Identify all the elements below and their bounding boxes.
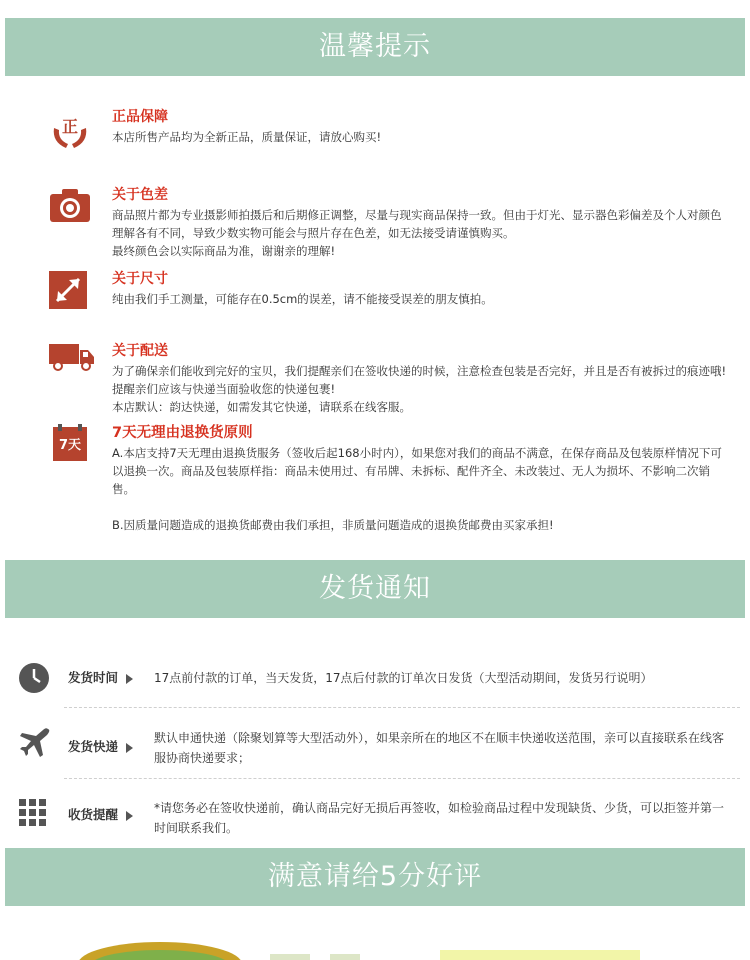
camera-icon [48, 186, 92, 230]
shipping-label: 发货时间 [68, 669, 133, 687]
shipping-desc: *请您务必在签收快递前，确认商品完好无损后再签收，如检验商品过程中发现缺货、少货，可以拒签并第一时间联系我们。 [154, 801, 725, 835]
divider [64, 778, 740, 779]
rating-decoration [0, 920, 750, 960]
divider [64, 707, 740, 708]
rating-banner: 满意请给5分好评 [5, 848, 745, 906]
tip-text: B.因质量问题造成的退换货邮费由我们承担，非质量问题造成的退换货邮费由买家承担! [112, 518, 554, 532]
tip-text: 为了确保亲们能收到完好的宝贝，我们提醒亲们在签收快递的时候，注意检查包装是否完好，并且是否有被拆过的痕迹哦!提醒亲们应该与快递当面验收您的快递包裹! [112, 364, 727, 396]
arrow-right-icon [126, 743, 133, 753]
tip-title: 关于配送 [112, 343, 168, 359]
tip-text: A.本店支持7天无理由退换货服务（签收后起168小时内），如果您对我们的商品不满意，在保存商品及包装原样情况下可以退换一次。商品及包装原样指：商品未使用过、有吊牌、未拆标、配件齐全、未改装过、无人为损坏、不影响二次销售。 [112, 446, 722, 496]
tip-text: 本店所售产品均为全新正品，质量保证，请放心购买! [112, 130, 382, 144]
shipping-desc: 17点前付款的订单，当天发货，17点后付款的订单次日发货（大型活动期间，发货另行说明） [154, 671, 653, 685]
tip-text: 最终颜色会以实际商品为准，谢谢亲的理解! [112, 244, 336, 258]
tip-title: 正品保障 [112, 109, 168, 125]
tip-text: 商品照片都为专业摄影师拍摄后和后期修正调整，尽量与现实商品保持一致。但由于灯光、显示器色彩偏差及个人对颜色理解各有不同，导致少数实物可能会与照片存在色差，如无法接受请谨慎购买。 [112, 208, 722, 240]
tips-banner: 温馨提示 [5, 18, 745, 76]
return-7day-icon [52, 424, 88, 462]
shipping-label: 收货提醒 [68, 806, 133, 824]
size-icon [48, 270, 92, 314]
tip-text: 本店默认：韵达快递，如需发其它快递，请联系在线客服。 [112, 400, 411, 414]
tip-title: 关于尺寸 [112, 271, 168, 287]
truck-icon [48, 342, 96, 386]
grid-icon [18, 798, 52, 832]
svg-text:正: 正 [61, 117, 79, 136]
shipping-label: 发货快递 [68, 738, 133, 756]
shipping-desc: 默认申通快递（除聚划算等大型活动外），如果亲所在的地区不在顺丰快递收送范围，亲可以直接联系在线客服协商快递要求； [154, 731, 725, 765]
return-icon-label: 7天 [58, 438, 82, 453]
shipping-banner: 发货通知 [5, 560, 745, 618]
tip-title: 关于色差 [112, 187, 168, 203]
airplane-icon [18, 726, 52, 760]
clock-icon [18, 662, 52, 696]
arrow-right-icon [126, 674, 133, 684]
tip-text: 纯由我们手工测量，可能存在0.5cm的误差，请不能接受误差的朋友慎拍。 [112, 292, 493, 306]
arrow-right-icon [126, 811, 133, 821]
tip-title: 7天无理由退换货原则 [112, 425, 253, 441]
genuine-icon [48, 108, 92, 152]
